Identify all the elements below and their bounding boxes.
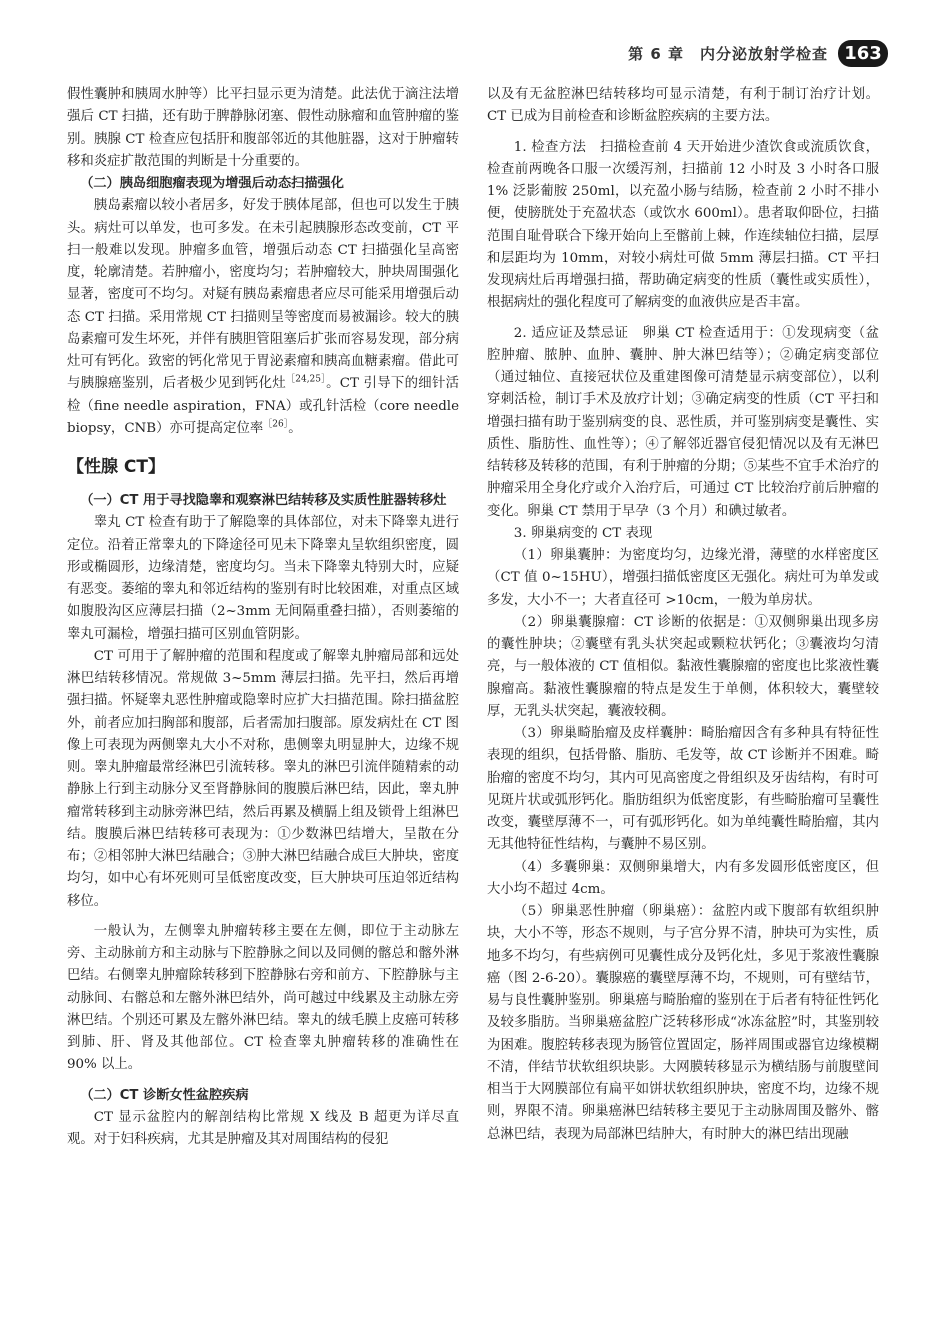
- heading-testis: （一）CT 用于寻找隐睾和观察淋巴结转移及实质性脏器转移灶: [80, 493, 447, 508]
- right-column: [487, 84, 879, 1146]
- paragraph: [67, 195, 459, 440]
- heading-female-pelvis: （二）CT 诊断女性盆腔疾病: [80, 1087, 249, 1103]
- paragraph: CT 可用于了解肿瘤的范围和程度或了解睾丸肿瘤局部和远处淋巴结转移情况。常规做 3~5mm 薄层扫描。先平扫，然后再增强扫描。怀疑睾丸恶性肿瘤或隐睾时应扩大扫描范围。除扫描盆腔外，前者应加扫胸部和腹部，后者需加扫腹部。原发病灶在 CT 图像上可表现为两侧睾丸大小不对称，患侧睾丸明显肿大，边缘不规则。睾丸肿瘤最常经淋巴引流转移。睾丸的淋巴引流伴随精索的动静脉上行到主动脉分叉至肾静脉间的腹膜后淋巴结，因此，睾丸肿瘤常转移到主动脉旁淋巴结，然后再累及横膈上组及锁骨上组淋巴结。腹膜后淋巴结转移可表现为：①少数淋巴结增大，呈散在分布；②相邻肿大淋巴结融合；③肿大淋巴结融合成巨大肿块，密度均匀，如中心有坏死则可呈低密度改变，巨大肿块可压迫邻近结构移位。: [67, 648, 459, 909]
- paragraph: 3. 卵巢病变的 CT 表现: [513, 525, 653, 541]
- citation: ［26］: [263, 419, 289, 430]
- heading-islet-cell-tumor: （二）胰岛细胞瘤表现为增强后动态扫描强化: [80, 176, 344, 191]
- paragraph: 2. 适应证及禁忌证 卵巢 CT 检查适用于：①发现病变（盆腔肿瘤、脓肿、血肿、囊肿、肿大淋巴结等）；②确定病变部位（通过轴位、直接冠状位及重建图像可清楚显示病变部位），以利穿刺活检，制订手术及放疗计划；③确定病变的性质（CT 平扫和增强扫描有助于鉴别病变的良、恶性质，并可鉴别病变是囊性、实质性、脂肪性、血性等）；④了解邻近器官侵犯情况以及有无淋巴结转移及转移的范围，有利于肿瘤的分期；⑤某些不宜手术治疗的肿瘤采用全身化疗或介入治疗后，可通过 CT 比较治疗前后肿瘤的变化。卵巢 CT 禁用于早孕（3 个月）和碘过敏者。: [487, 325, 879, 519]
- paragraph: 假性囊肿和胰周水肿等）比平扫显示更为清楚。此法优于滴注法增强后 CT 扫描，还有助于脾静脉闭塞、假性动脉瘤和血管肿瘤的鉴别。胰腺 CT 检查应包括肝和腹部邻近的其他脏器，这对于肿瘤转移和炎症扩散范围的判断是十分重要的。: [67, 87, 459, 169]
- paragraph-text: 。CT 引导下的细针活检（fine needle aspiration，FNA）或孔针活检（core needle biopsy，CNB）亦可提高定位率: [67, 376, 460, 436]
- paragraph: （4）多囊卵巢：双侧卵巢增大，内有多发圆形低密度区，但大小均不超过 4cm。: [487, 859, 879, 897]
- chapter-title: 第 6 章 内分泌放射学检查: [628, 45, 828, 63]
- page-number: 163: [838, 40, 888, 67]
- section-title-gonad-ct: 【性腺 CT】: [67, 457, 165, 477]
- paragraph-text: 胰岛素瘤以较小者居多，好发于胰体尾部，但也可以发生于胰头。病灶可以单发，也可多发。在未引起胰腺形态改变前，CT 平扫一般难以发现。肿瘤多血管，增强后动态 CT 扫描强化呈高密度，轮廓清楚。若肿瘤小，密度均匀；若肿瘤较大，肿块周围强化显著，密度可不均匀。对疑有胰岛素瘤患者应尽可能采用增强后动态 CT 扫描。采用常规 CT 扫描则呈等密度而易被漏诊。较大的胰岛素瘤可发生坏死，并伴有胰胆管阻塞后扩张而容易发现，部分病灶可有钙化。致密的钙化常见于胃泌素瘤和胰高血糖素瘤。借此可与胰腺癌鉴别，后者极少见到钙化灶: [67, 198, 459, 392]
- paragraph: （5）卵巢恶性肿瘤（卵巢癌）：盆腔内或下腹部有软组织肿块，大小不等，形态不规则，与子宫分界不清，肿块可为实性，质地多不均匀，有些病例可见囊性成分及钙化灶，多见于浆液性囊腺癌（图 2-6-20）。囊腺癌的囊壁厚薄不均，不规则，可有壁结节，易与良性囊肿鉴别。卵巢癌与畸胎瘤的鉴别在于后者有特征性钙化及较多脂肪。当卵巢癌盆腔广泛转移形成“冰冻盆腔”时，其鉴别较为困难。腹腔转移表现为肠管位置固定，肠袢周围或器官边缘模糊不清，伴结节状软组织块影。大网膜转移显示为横结肠与前腹壁间相当于大网膜部位有扁平如饼状软组织肿块，密度不均，边缘不规则，界限不清。卵巢癌淋巴结转移主要见于主动脉周围及髂外、髂总淋巴结，表现为局部淋巴结肿大，有时肿大的淋巴结出现融: [487, 904, 879, 1142]
- left-column: [67, 84, 459, 1151]
- paragraph: （1）卵巢囊肿：为密度均匀，边缘光滑，薄壁的水样密度区（CT 值 0~15HU），增强扫描低密度区无强化。病灶可为单发或多发，大小不一；大者直径可 >10cm，一般为单房状。: [487, 548, 879, 608]
- paragraph-text: 。: [288, 420, 302, 436]
- paragraph: 睾丸 CT 检查有助于了解隐睾的具体部位，对未下降睾丸进行定位。沿着正常睾丸的下降途径可见未下降睾丸呈软组织密度，圆形或椭圆形，边缘清楚，密度均匀。当未下降睾丸特别大时，应疑有恶变。萎缩的睾丸和邻近结构的鉴别有时比较困难，对重点区域如腹股沟区应薄层扫描（2~3mm 无间隔重叠扫描），否则萎缩的睾丸可漏检，增强扫描可区别血管阴影。: [67, 515, 459, 642]
- paragraph: （2）卵巢囊腺瘤：CT 诊断的依据是：①双侧卵巢出现多房的囊性肿块；②囊壁有乳头状突起或颗粒状钙化；③囊液均匀清亮，与一般体液的 CT 值相似。黏液性囊腺瘤的密度也比浆液性囊腺瘤高。黏液性囊腺瘤的特点是发生于单侧，体积较大，囊壁较厚，无乳头状突起，囊液较稠。: [487, 614, 879, 719]
- citation: ［24,25］: [285, 374, 327, 385]
- paragraph: 以及有无盆腔淋巴结转移均可显示清楚，有利于制订治疗计划。CT 已成为目前检查和诊断盆腔疾病的主要方法。: [487, 87, 879, 125]
- running-header: [628, 40, 888, 67]
- paragraph: CT 显示盆腔内的解剖结构比常规 X 线及 B 超更为详尽直观。对于妇科疾病，尤其是肿瘤及其对周围结构的侵犯: [67, 1109, 459, 1147]
- paragraph: 1. 检查方法 扫描检查前 4 天开始进少渣饮食或流质饮食，检查前两晚各口服一次缓泻剂，扫描前 12 小时及 3 小时各口服 1% 泛影葡胺 250ml，以充盈小肠与结肠，检查前 2 小时不排小便，使膀胱处于充盈状态（或饮水 600ml）。患者取仰卧位，扫描范围自耻骨联合下缘开始向上至髂前上棘，作连续轴位扫描，层厚和层距均为 10mm，对较小病灶可做 5mm 薄层扫描。CT 平扫发现病灶后再增强扫描，帮助确定病变的性质（囊性或实质性），根据病灶的强化程度可了解病变的血液供应是否丰富。: [487, 139, 879, 311]
- paragraph: （3）卵巢畸胎瘤及皮样囊肿：畸胎瘤因含有多种具有特征性表现的组织，包括骨骼、脂肪、毛发等，故 CT 诊断并不困难。畸胎瘤的密度不均匀，其内可见高密度之骨组织及牙齿结构，有时可见斑片状或弧形钙化。脂肪组织为低密度影，有些畸胎瘤可呈囊性改变，囊壁厚薄不一，可有弧形钙化。如为单纯囊性畸胎瘤，其内无其他特征性结构，与囊肿不易区别。: [487, 726, 879, 853]
- paragraph: 一般认为，左侧睾丸肿瘤转移主要在左侧，即位于主动脉左旁、主动脉前方和主动脉与下腔静脉之间以及同侧的髂总和髂外淋巴结。右侧睾丸肿瘤除转移到下腔静脉右旁和前方、下腔静脉与主动脉间、右髂总和左髂外淋巴结外，尚可越过中线累及主动脉左旁淋巴结。个别还可累及左髂外淋巴结。睾丸的绒毛膜上皮癌可转移到肺、肝、肾及其他部位。CT 检查睾丸肿瘤转移的准确性在 90% 以上。: [67, 923, 459, 1073]
